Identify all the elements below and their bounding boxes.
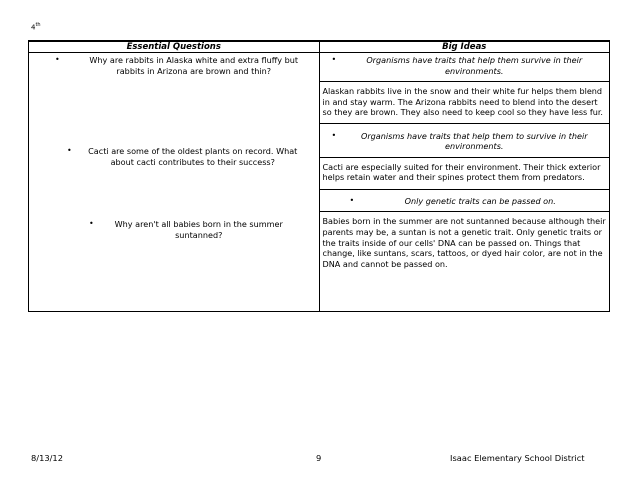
bullet-icon: • — [349, 195, 355, 205]
question-item — [29, 219, 319, 240]
question-item — [29, 55, 319, 76]
table-header-row — [29, 41, 610, 53]
essential-questions-header: Essential Questions — [29, 41, 320, 53]
grade-number: 4 — [31, 23, 36, 32]
big-ideas-column — [319, 53, 610, 312]
big-idea-item — [320, 53, 610, 81]
questions-column — [29, 53, 320, 312]
essential-questions-table — [28, 40, 610, 312]
question-text: Why are rabbits in Alaska white and extra fluffy but rabbits in Arizona are brown and thin? — [89, 55, 299, 76]
big-idea-text: Organisms have traits that help them survive in their environments. — [366, 55, 583, 76]
big-idea-item — [320, 124, 610, 157]
grade-suffix: th — [35, 22, 41, 28]
footer-date: 8/13/12 — [31, 453, 63, 463]
bullet-icon: • — [89, 219, 94, 228]
bullet-icon: • — [331, 130, 337, 140]
big-idea-text: Only genetic traits can be passed on. — [404, 195, 556, 206]
big-idea-segment — [320, 123, 610, 189]
footer-page-number: 9 — [316, 453, 322, 463]
big-idea-segment — [320, 189, 610, 271]
explanation-text: Babies born in the summer are not suntanned because although their parents may be, a suntan is not a genetic trait. Only genetic traits or the traits inside of our cells' DNA can be passed on. Things that change, like suntans, scars, tattoos, or dyed hair color, are not in the DNA and cannot be passed on. — [320, 211, 610, 271]
bullet-icon: • — [55, 55, 60, 64]
table-body-row — [29, 53, 610, 312]
bullet-icon: • — [67, 146, 72, 155]
question-text: Cacti are some of the oldest plants on record. What about cacti contributes to their success? — [88, 146, 298, 167]
footer-district: Isaac Elementary School District — [450, 453, 585, 463]
grade-label — [31, 22, 41, 31]
big-idea-item — [320, 190, 610, 212]
question-item — [29, 146, 319, 167]
big-ideas-header: Big Ideas — [319, 41, 610, 53]
big-idea-text: Organisms have traits that help them to survive in their environments. — [360, 130, 588, 152]
bullet-icon: • — [331, 55, 337, 64]
explanation-text: Alaskan rabbits live in the snow and their white fur helps them blend in and stay warm. The Arizona rabbits need to blend into the desert so they are brown. They also need to keep cool so they have less fur. — [320, 81, 610, 123]
explanation-text: Cacti are especially suited for their environment. Their thick exterior helps retain water and their spines protect them from predators. — [320, 157, 610, 189]
big-idea-segment — [320, 53, 610, 123]
question-text: Why aren't all babies born in the summer suntanned? — [114, 219, 283, 240]
